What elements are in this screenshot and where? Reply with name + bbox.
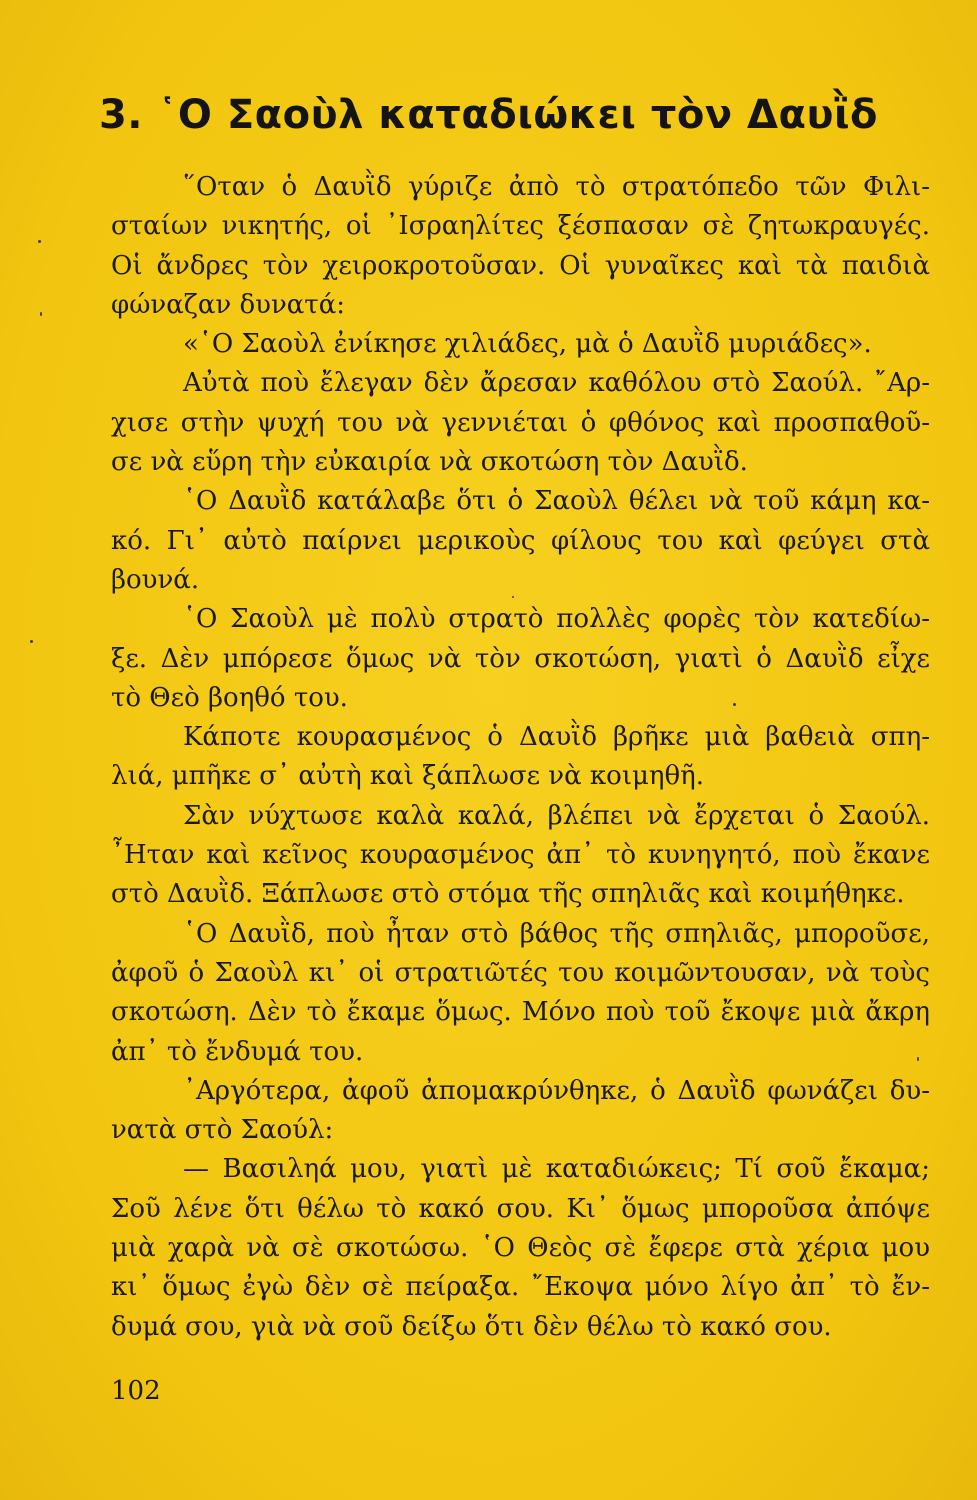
text-line: μιὰ χαρὰ νὰ σὲ σκοτώσω. ῾Ο Θεὸς σὲ ἔφερε στὰ χέρια μου <box>111 1233 930 1264</box>
text-line: τὸ Θεὸ βοηθό του. <box>111 682 348 713</box>
text-line: Αὐτὰ ποὺ ἔλεγαν δὲν ἄρεσαν καθόλου στὸ Σαούλ. ῎Αρ- <box>183 368 930 399</box>
text-line: Σὰν νύχτωσε καλὰ καλά, βλέπει νὰ ἔρχεται ὁ Σαούλ. <box>183 800 930 831</box>
text-line: ῾Ο Δαυῒδ κατάλαβε ὅτι ὁ Σαοὺλ θέλει νὰ τοῦ κάμη κα- <box>183 486 930 517</box>
text-line: κό. Γι᾿ αὐτὸ παίρνει μερικοὺς φίλους του καὶ φεύγει στὰ <box>111 525 930 556</box>
text-line: λιά, μπῆκε σ᾿ αὐτὴ καὶ ξάπλωσε νὰ κοιμηθῆ. <box>111 761 704 792</box>
text-line: Οἱ ἄνδρες τὸν χειροκροτοῦσαν. Οἱ γυναῖκες καὶ τὰ παιδιὰ <box>111 250 930 281</box>
paper-speck <box>733 703 736 706</box>
text-line: ᾿Αργότερα, ἀφοῦ ἀπομακρύνθηκε, ὁ Δαυῒδ φωνάζει δυ- <box>183 1075 930 1106</box>
paper-speck <box>917 1057 919 1061</box>
paper-speck <box>38 240 41 243</box>
paper-speck <box>30 640 33 643</box>
paper-speck <box>512 596 514 598</box>
text-line: χισε στὴν ψυχή του νὰ γεννιέται ὁ φθόνος καὶ προσπαθοῦ- <box>111 407 930 438</box>
text-line: στὸ Δαυῒδ. Ξάπλωσε στὸ στόμα τῆς σπηλιᾶς καὶ κοιμήθηκε. <box>111 879 905 910</box>
text-line: Κάποτε κουρασμένος ὁ Δαυῒδ βρῆκε μιὰ βαθειὰ σπη- <box>183 722 930 753</box>
text-line: ῾Ο Δαυῒδ, ποὺ ἦταν στὸ βάθος τῆς σπηλιᾶς, μποροῦσε, <box>183 918 930 949</box>
page-number: 102 <box>111 1376 161 1406</box>
text-line: ξε. Δὲν μπόρεσε ὅμως νὰ τὸν σκοτώση, γιατὶ ὁ Δαυῒδ εἶχε <box>111 643 930 674</box>
text-line: νατὰ στὸ Σαούλ: <box>111 1115 334 1146</box>
text-line: σκοτώση. Δὲν τὸ ἔκαμε ὅμως. Μόνο ποὺ τοῦ ἔκοψε μιὰ ἄκρη <box>111 997 930 1028</box>
text-line: δυμά σου, γιὰ νὰ σοῦ δείξω ὅτι δὲν θέλω τὸ κακό σου. <box>111 1311 832 1342</box>
text-line: φώναζαν δυνατά: <box>111 289 346 320</box>
body-text <box>111 168 930 1347</box>
text-line: — Βασιληά μου, γιατὶ μὲ καταδιώκεις; Τί σοῦ ἔκαμα; <box>183 1154 930 1185</box>
text-line: ἀφοῦ ὁ Σαοὺλ κι᾿ οἱ στρατιῶτές του κοιμῶντουσαν, νὰ τοὺς <box>111 957 930 988</box>
text-line: σταίων νικητής, οἱ ᾿Ισραηλίτες ξέσπασαν σὲ ζητωκραυγές. <box>111 211 930 242</box>
text-line: ἀπ᾿ τὸ ἔνδυμά του. <box>111 1036 364 1067</box>
text-line: ῾Ο Σαοὺλ μὲ πολὺ στρατὸ πολλὲς φορὲς τὸν κατεδίω- <box>183 604 930 635</box>
paper-speck <box>40 312 42 316</box>
text-line: ῏Ηταν καὶ κεῖνος κουρασμένος ἀπ᾿ τὸ κυνηγητό, ποὺ ἔκανε <box>111 840 930 871</box>
text-line: βουνά. <box>111 564 200 595</box>
chapter-title: 3. ῾Ο Σαοὺλ καταδιώκει τὸν Δαυῒδ <box>98 92 879 138</box>
text-line: σε νὰ εὕρη τὴν εὐκαιρία νὰ σκοτώση τὸν Δαυῒδ. <box>111 447 748 478</box>
text-line: Σοῦ λένε ὅτι θέλω τὸ κακό σου. Κι᾿ ὅμως μποροῦσα ἀπόψε <box>111 1193 930 1224</box>
text-line: ῞Οταν ὁ Δαυῒδ γύριζε ἀπὸ τὸ στρατόπεδο τῶν Φιλι- <box>183 172 930 202</box>
text-line: κι᾿ ὅμως ἐγὼ δὲν σὲ πείραξα. ῎Εκοψα μόνο λίγο ἀπ᾿ τὸ ἔν- <box>111 1272 930 1303</box>
text-line: «῾Ο Σαοὺλ ἐνίκησε χιλιάδες, μὰ ὁ Δαυῒδ μυριάδες». <box>183 329 872 360</box>
